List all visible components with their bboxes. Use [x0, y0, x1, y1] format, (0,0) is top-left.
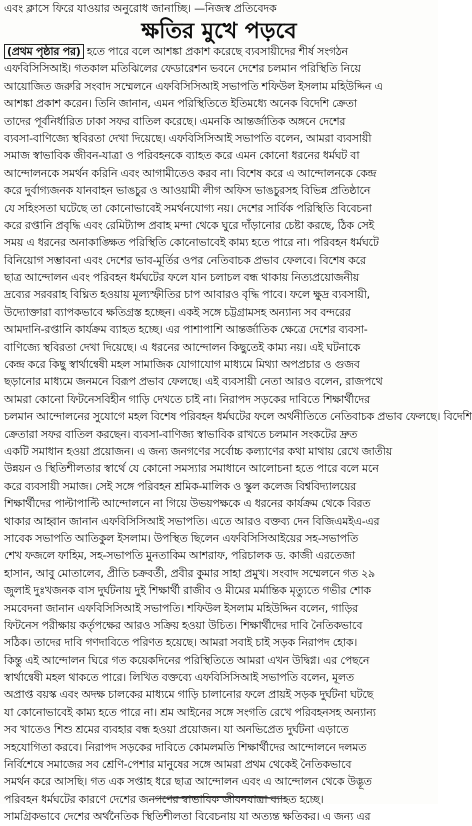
body-line: সামগ্রিকভাবে দেশের অর্থনৈতিক স্থিতিশীলতা বিবেচনায় যা অত্যন্ত ক্ষতিকর। এ জন্য এর [4, 810, 371, 824]
body-line: করে ব্যবসায়ী সমাজ। সেই সঙ্গে পরিবহন শ্রমিক-মালিক ও স্কুল কলেজ বিশ্ববিদ্যালয়ের [4, 479, 357, 493]
previous-article-tail: এবং ক্লাসে ফিরে যাওয়ার অনুরোধ জানাচ্ছি। —নিজস্ব প্রতিবেদক [4, 2, 277, 15]
body-line: উদ্যোক্তারা ব্যাপকভাবে ক্ষতিগ্রস্ত হচ্ছেন। একই সঙ্গে চট্টগ্রামসহ অন্যান্য সব বন্দরের [4, 305, 351, 319]
body-line: এফবিসিসিআই। গতকাল মতিঝিলের ফেডারেশন ভবনে দেশের চলমান পরিস্থিতি নিয়ে [4, 62, 361, 76]
body-line: আয়োজিত জরুরি সংবাদ সম্মেলনে এফবিসিসিআই সভাপতি শফিউল ইসলাম মহিউদ্দিন এ [4, 79, 383, 93]
jump-tag: (প্রথম পৃষ্ঠার পর) [4, 44, 84, 59]
body-line: অপ্রাপ্ত বয়স্ক এবং অদক্ষ চালকের মাধ্যমে গাড়ি চালানোর ফলে প্রায়ই সড়ক দুর্ঘটনা ঘটছে [4, 688, 374, 702]
body-line: ক্রেতারা সফর বাতিল করছেন। ব্যবসা-বাণিজ্য স্বাভাবিক রাখতে চলমান সংকটের দ্রুত [4, 427, 358, 441]
body-line: করে দুর্বাগ্যজনক যানবাহন ভাঙচুর ও আওয়ামী লীগ অফিস ভাঙচুরসহ বিভিন্ন প্রতিষ্ঠানে [4, 184, 371, 198]
body-line: ব্যবসা-বাণিজ্যে স্থবিরতা দেখা দিয়েছে। এফবিসিসিআই সভাপতি বলেন, আমরা ব্যবসায়ী [4, 131, 372, 145]
body-line: দ্রব্যের সরবরাহ বিঘ্নিত হওয়ায় মূল্যস্ফীতির চাপ আবারও বৃদ্ধি পাবে। ফলে ক্ষুদ্র ব্যবসায়ী, [4, 288, 370, 302]
body-line: পরিবহন ধর্মঘটের কারণে দেশের জনগণের স্বাভাবিক জীবনযাত্রা ব্যাহত হচ্ছে। [4, 792, 324, 806]
headline: ক্ষতির মুখে পড়বে [141, 18, 297, 44]
body-line: ছাত্র আন্দোলন এবং পরিবহন ধর্মঘটের ফলে যান চলাচল বন্ধ থাকায় নিত্যপ্রয়োজনীয় [4, 271, 360, 285]
body-line [4, 43, 434, 60]
body-line: আমদানি-রপ্তানি কার্যক্রম ব্যাহত হচ্ছে। এর পাশাপাশি আন্তর্জাতিক ক্ষেত্রে দেশের ব্যবসা- [4, 323, 368, 337]
body-line: আমরা কোনো ফিটনেসবিহীন গাড়ি দেখতে চাই না। নিরাপদ সড়কের দাবিতে শিক্ষার্থীদের [4, 392, 370, 406]
body-line: শেখ ফজলে ফাহিম, সহ-সভাপতি মুনতাকিম আশরাফ, পরিচালক ড. কাজী এরতেজা [4, 549, 355, 563]
body-line: আন্দোলনকে সমর্থন করিনি এবং আগামীতেও করব না। বিশেষ করে এ আন্দোলনকে কেন্দ্র [4, 166, 377, 180]
body-line: করে রপ্তানি প্রবৃদ্ধি এবং রেমিট্যান্স প্রবাহ মন্দা থেকে ঘুরে দাঁড়ানোর চেষ্টা করছে, ঠিক সেই [4, 218, 375, 232]
body-line: ফিটনেস পরীক্ষায় কর্তৃপক্ষের আরও সক্রিয় হওয়া উচিত। শিক্ষার্থীদের দাবি নৈতিকভাবে [4, 618, 363, 632]
body-line: উন্নয়ন ও স্থিতিশীলতার স্বার্থে যে কোনো সমস্যার সমাধানে আলোচনা হতে পারে বলে মনে [4, 462, 379, 476]
body-line: সহযোগিতা করবে। নিরাপদ সড়কের দাবিতে কোমলমতি শিক্ষার্থীদের আন্দোলনে দলমত [4, 740, 367, 754]
body-line: ছড়ানোর মাধ্যমে জনমনে বিরূপ প্রভাব ফেলছে। এই ব্যবসায়ী নেতা আরও বলেন, রাজপথে [4, 375, 383, 389]
body-line: হাসান, আবু মোতালেব, প্রীতি চক্রবর্তী, প্রবীর কুমার সাহা প্রমুখ। সংবাদ সম্মেলনে গত ২৯ [4, 566, 375, 580]
decorative-rule [150, 796, 290, 804]
article-body [4, 43, 472, 824]
body-line: সাবেক সভাপতি আতিকুল ইসলাম। উপস্থিত ছিলেন এফবিসিসিআইয়ের সহ-সভাপতি [4, 531, 358, 545]
body-line: যা কোনোভাবেই কাম্য হতে পারে না। শ্রম আইনের সঙ্গে সংগতি রেখে পরিবহনসহ অন্যান্য [4, 705, 376, 719]
body-line: একটি সমাধান হওয়া প্রয়োজন। এ জন্য জনগণের সর্বোচ্চ কল্যাণের কথা মাথায় রেখে জাতীয় [4, 444, 392, 458]
body-line: জুলাই দুঃখজনক বাস দুর্ঘটনায় দুই শিক্ষার্থী রাজীব ও মীমের মর্মান্তিক মৃত্যুতে গভীর শোক [4, 584, 371, 598]
body-line: স্বার্থান্বেষী মহল থাকতে পারে। লিখিত বক্তব্যে এফবিসিসিআই সভাপতি বলেন, মূলত [4, 671, 354, 685]
body-line: থাকার আহ্বান জানান এফবিসিসিআই সভাপতি। এতে আরও বক্তব্য দেন বিজিএমইএ-এর [4, 514, 380, 528]
body-line: সময় এ ধরনের অনাকাঙ্ক্ষিত পরিস্থিতি কোনোভাবেই কাম্য হতে পারে না। পরিবহন ধর্মঘটে [4, 236, 379, 250]
body-line: সব খাতেও শিশু শ্রমের ব্যবহার বন্ধ হওয়া প্রয়োজন। যা অনভিপ্রেত দুর্ঘটনা এড়াতে [4, 723, 349, 737]
body-line: শিক্ষার্থীদের পাল্টাপাল্টি আন্দোলনে না গিয়ে উভয়পক্ষকে এ ধরনের কার্যক্রম থেকে বিরত [4, 497, 371, 511]
body-line: সমাজ স্বাভাবিক জীবন-যাত্রা ও পরিবহনকে ব্যাহত করে এমন কোনো ধরনের ধর্মঘট বা [4, 149, 360, 163]
body-line: সঠিক। তাদের দাবি গণদাবিতে পরিণত হয়েছে। আমরা সবাই চাই সড়ক নিরাপদ হোক। [4, 636, 358, 650]
body-line: নির্বিশেষে সমাজের সব শ্রেণি-পেশার মানুষের সঙ্গে আমরা প্রথম থেকেই নৈতিকভাবে [4, 758, 352, 772]
body-line: যে সহিংসতা ঘটেছে তা কোনোভাবেই সমর্থনযোগ্য নয়। দেশের সার্বিক পরিস্থিতি বিবেচনা [4, 201, 372, 215]
body-line: সমবেদনা জানান এফবিসিসিআই সভাপতি। শফিউল ইসলাম মহিউদ্দিন বলেন, গাড়ির [4, 601, 358, 615]
body-line: কেন্দ্র করে কিছু স্বার্থান্বেষী মহল সামাজিক যোগাযোগ মাধ্যমে মিথ্যা অপপ্রচার ও গুজব [4, 358, 360, 372]
body-line: চলমান আন্দোলনের সুযোগে মহল বিশেষ পরিবহন ধর্মঘটের ফলে অর্থনীতিতে নেতিবাচক প্রভাব ফেলছে। বিদেশি [4, 410, 472, 424]
body-line: সমর্থন করে আসছি। গত এক সপ্তাহ ধরে ছাত্র আন্দোলন এবং এ আন্দোলন থেকে উদ্ভূত [4, 775, 372, 789]
body-line: আশঙ্কা প্রকাশ করেন। তিনি জানান, এমন পরিস্থিতিতে ইতিমধ্যে অনেক বিদেশি ক্রেতা [4, 97, 357, 111]
body-line: তাদের পূর্বনির্ধারিত ঢাকা সফর বাতিল করেছে। এমনকি আন্তর্জাতিক অঙ্গনে দেশের [4, 114, 346, 128]
body-line: কিন্তু এই আন্দোলন ঘিরে গত কয়েকদিনের পরিস্থিতিতে আমরা এখন উদ্বিগ্ন। এর পেছনে [4, 653, 370, 667]
body-line-text: হতে পারে বলে আশঙ্কা প্রকাশ করেছে ব্যবসায়ীদের শীর্ষ সংগঠন [83, 45, 348, 58]
body-line: বাণিজ্যে স্থবিরতা দেখা দিয়েছে। এ ধরনের আন্দোলন কিছুতেই কাম্য নয়। এই ঘটনাকে [4, 340, 361, 354]
body-line: বিনিয়োগ সম্ভাবনা এবং দেশের ভাব-মূর্তির ওপর নেতিবাচক প্রভাব ফেলবে। বিশেষ করে [4, 253, 366, 267]
